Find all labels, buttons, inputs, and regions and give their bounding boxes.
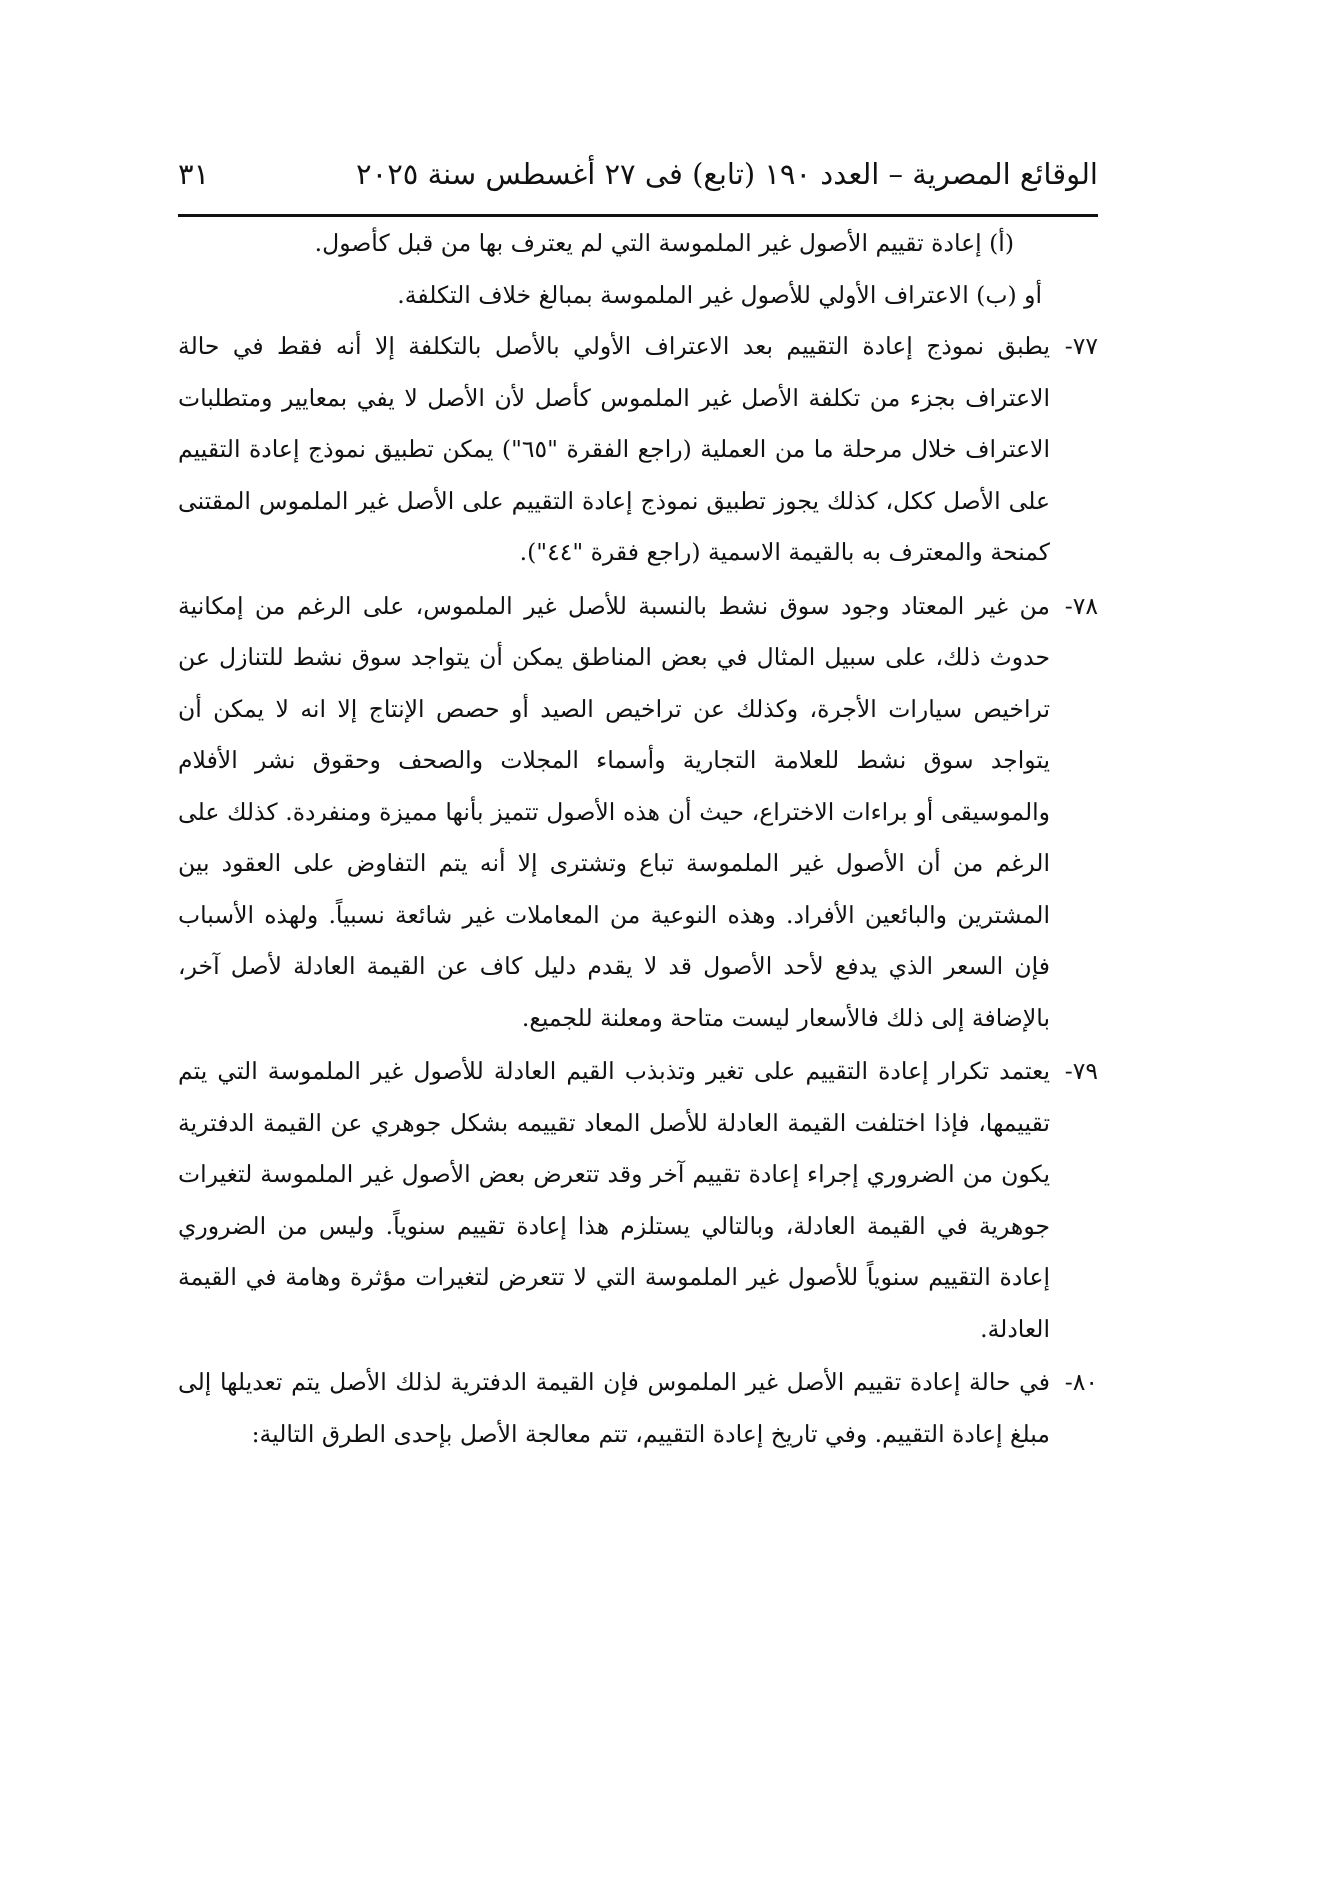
gazette-title: الوقائع المصرية – العدد ١٩٠ (تابع) فى ٢٧ أغسطس سنة ٢٠٢٥ <box>356 157 1098 191</box>
header-divider <box>178 214 1098 217</box>
page-number: ٣١ <box>178 157 210 191</box>
paragraph-number: ٧٩- <box>1064 1057 1098 1085</box>
page-body <box>178 218 1098 1460</box>
paragraph-text: من غير المعتاد وجود سوق نشط بالنسبة للأصل غير الملموس، على الرغم من إمكانية حدوث ذلك، على سبيل المثال في بعض المناطق يمكن أن يتواجد سوق نشط للتنازل عن تراخيص سيارات الأجرة، وكذلك عن تراخيص الصيد أو حصص الإنتاج إلا انه لا يمكن أن يتواجد سوق نشط للعلامة التجارية وأسماء المجلات والصحف وحقوق نشر الأفلام والموسيقى أو براءات الاختراع، حيث أن هذه الأصول تتميز بأنها مميزة ومنفردة. كذلك على الرغم من أن الأصول غير الملموسة تباع وتشترى إلا أنه يتم التفاوض على العقود بين المشترين والبائعين الأفراد. وهذه النوعية من المعاملات غير شائعة نسبياً. ولهذه الأسباب فإن السعر الذي يدفع لأحد الأصول قد لا يقدم دليل كاف عن القيمة العادلة لأصل آخر، بالإضافة إلى ذلك فالأسعار ليست متاحة ومعلنة للجميع. <box>178 591 1050 1032</box>
paragraph-text: يعتمد تكرار إعادة التقييم على تغير وتذبذب القيم العادلة للأصول غير الملموسة التي يتم تقييمها، فإذا اختلفت القيمة العادلة للأصل المعاد تقييمه بشكل جوهري عن القيمة الدفترية يكون من الضروري إجراء إعادة تقييم آخر وقد تتعرض بعض الأصول غير الملموسة لتغيرات جوهرية في القيمة العادلة، وبالتالي يستلزم هذا إعادة تقييم سنوياً. وليس من الضروري إعادة التقييم سنوياً للأصول غير الملموسة التي لا تتعرض لتغيرات مؤثرة وهامة في القيمة العادلة. <box>178 1057 1050 1343</box>
sub-item-b: أو (ب) الاعتراف الأولي للأصول غير الملموسة بمبالغ خلاف التكلفة. <box>397 280 1042 309</box>
paragraph-79 <box>178 1046 1098 1355</box>
paragraph-text: في حالة إعادة تقييم الأصل غير الملموس فإن القيمة الدفترية لذلك الأصل يتم تعديلها إلى مبلغ إعادة التقييم. وفي تاريخ إعادة التقييم، تتم معالجة الأصل بإحدى الطرق التالية: <box>178 1368 1050 1448</box>
sub-item-a: (أ) إعادة تقييم الأصول غير الملموسة التي لم يعترف بها من قبل كأصول. <box>314 229 1014 257</box>
paragraph-text: يطبق نموذج إعادة التقييم بعد الاعتراف الأولي بالأصل بالتكلفة إلا أنه فقط في حالة الاعتراف بجزء من تكلفة الأصل غير الملموس كأصل لأن الأصل لا يفي بمعايير ومتطلبات الاعتراف خلال مرحلة ما من العملية (راجع الفقرة "٦٥") يمكن تطبيق نموذج إعادة التقييم على الأصل ككل، كذلك يجوز تطبيق نموذج إعادة التقييم على الأصل غير الملموس المقتنى كمنحة والمعترف به بالقيمة الاسمية (راجع فقرة "٤٤"). <box>178 332 1050 566</box>
paragraph-80 <box>178 1357 1098 1460</box>
paragraph-78 <box>178 581 1098 1045</box>
paragraph-number: ٨٠- <box>1064 1368 1098 1396</box>
paragraph-number: ٧٧- <box>1064 332 1098 360</box>
paragraph-number: ٧٨- <box>1064 591 1098 620</box>
paragraph-77 <box>178 321 1098 579</box>
page-header <box>178 150 1098 198</box>
